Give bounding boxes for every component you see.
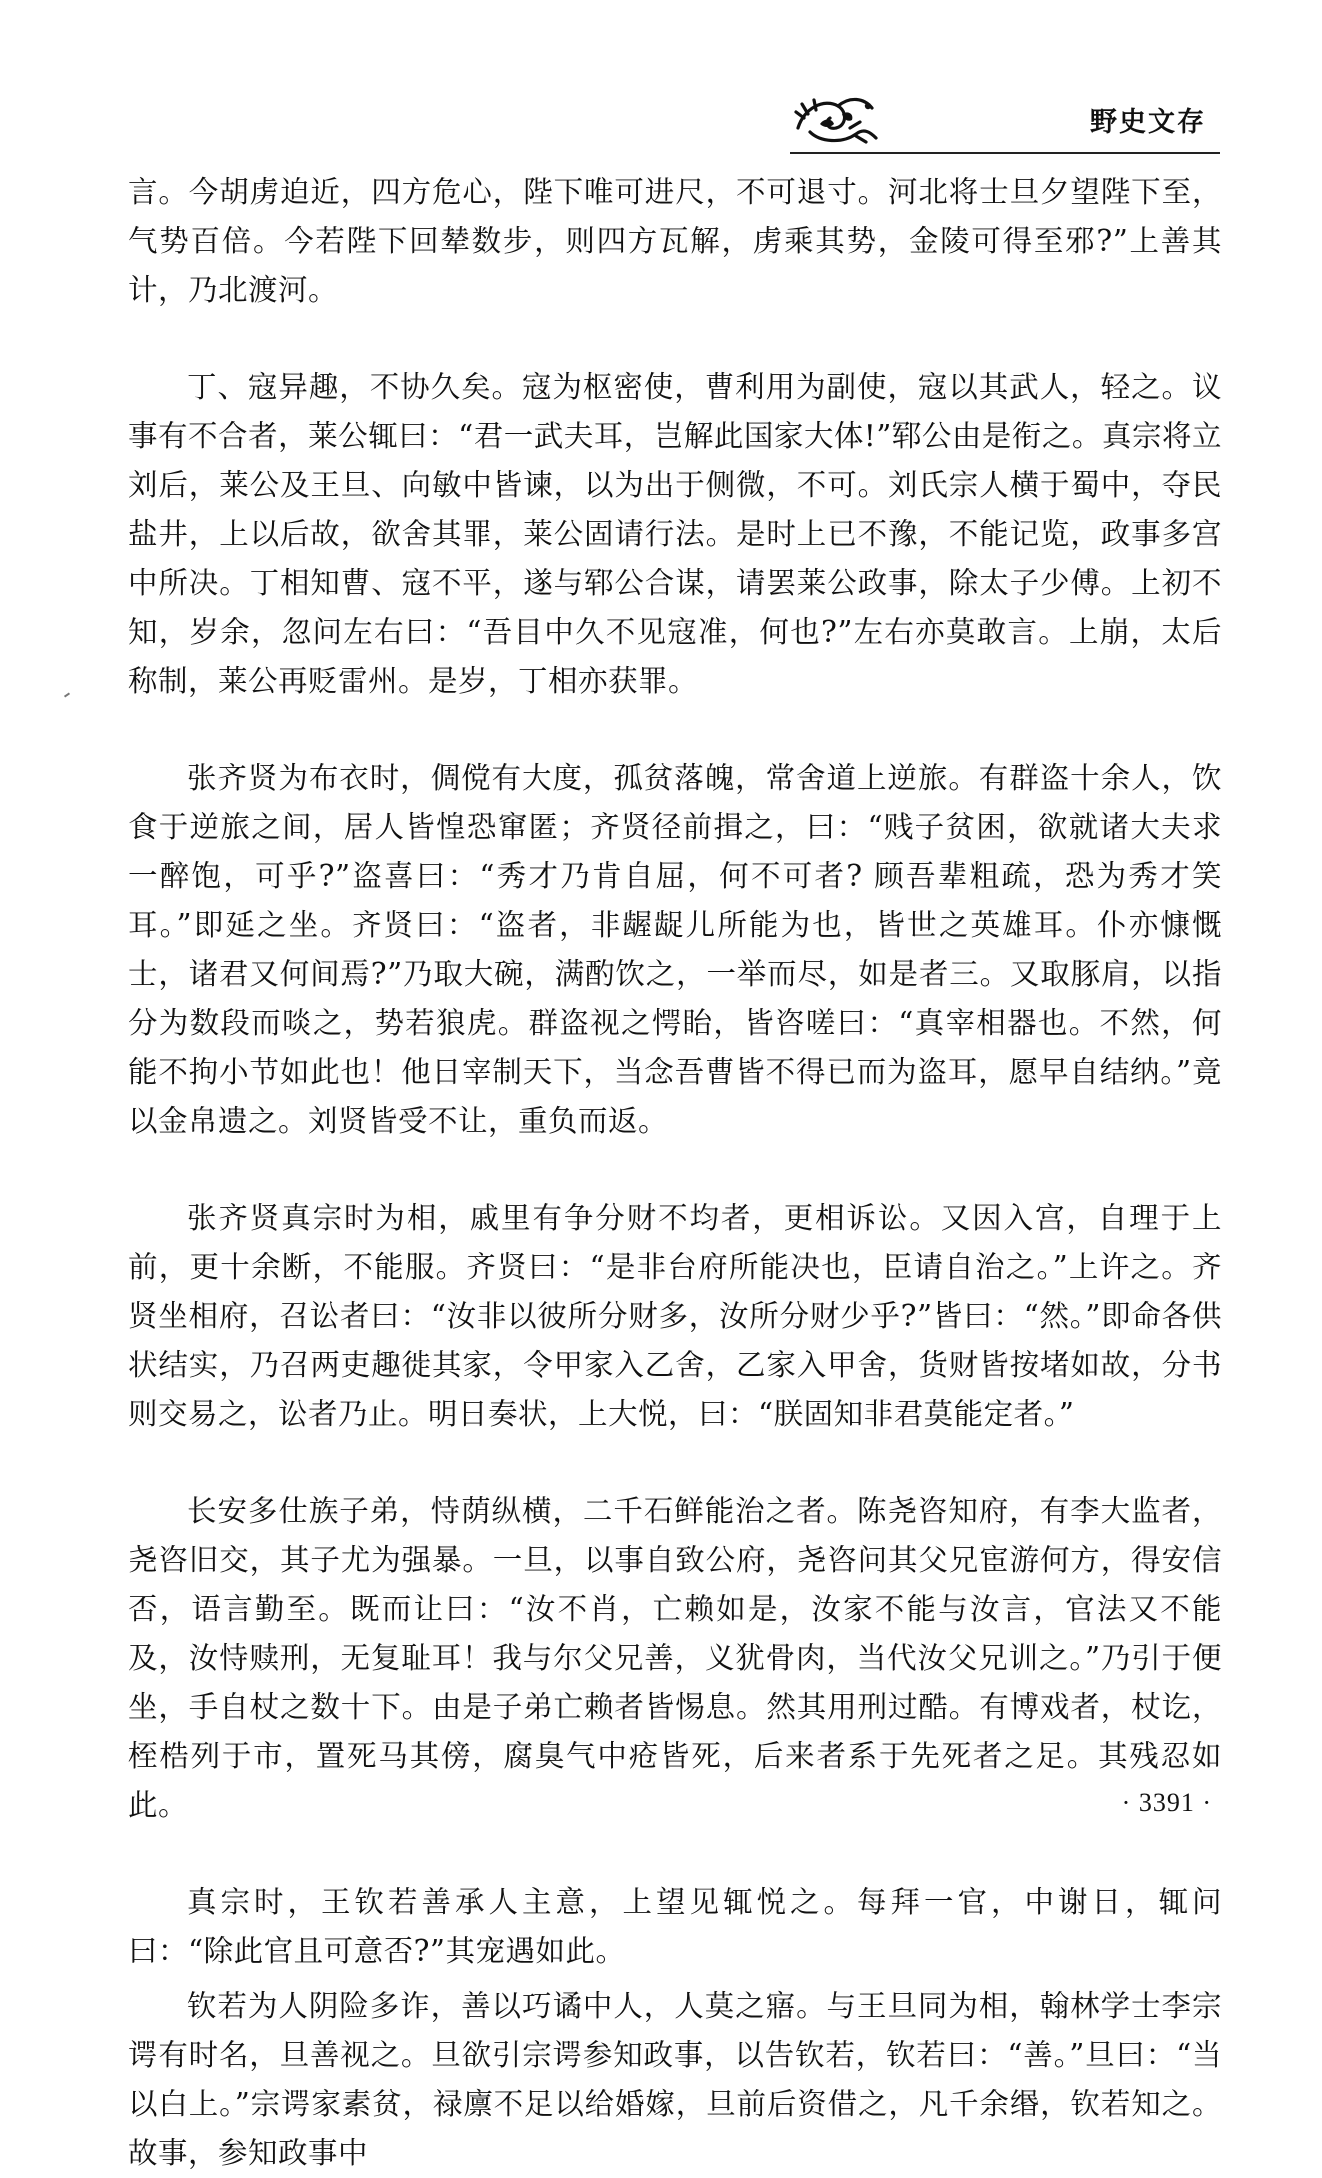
paragraph: 丁、寇异趣，不协久矣。寇为枢密使，曹利用为副使，寇以其武人，轻之。议事有不合者，莱公辄曰：“君一武夫耳，岂解此国家大体!”郓公由是衔之。真宗将立刘后，莱公及王旦、向敏中皆谏，以为出于侧微，不可。刘氏宗人横于蜀中，夺民盐井，上以后故，欲舍其罪，莱公固请行法。是时上已不豫，不能记览，政事多宫中所决。丁相知曹、寇不平，遂与郓公合谋，请罢莱公政事，除太子少傅。上初不知，岁余，忽问左右曰：“吾目中久不见寇准，何也?”左右亦莫敢言。上崩，太后称制，莱公再贬雷州。是岁，丁相亦获罪。 xyxy=(128,370,1222,698)
running-header xyxy=(790,88,1220,150)
series-title: 野史文存 xyxy=(1090,107,1206,138)
paragraph: 真宗时，王钦若善承人主意，上望见辄悦之。每拜一官，中谢日，辄问曰：“除此官且可意否?”其宠遇如此。 xyxy=(128,1885,1222,1968)
paragraph: 钦若为人阴险多诈，善以巧谲中人，人莫之寤。与王旦同为相，翰林学士李宗谔有时名，旦善视之。旦欲引宗谔参知政事，以告钦若，钦若曰：“善。”旦曰：“当以白上。”宗谔家素贫，禄廪不足以给婚嫁，旦前后资借之，凡千余缗，钦若知之。故事，参知政事中 xyxy=(128,1989,1222,2170)
page-number: · 3391 · xyxy=(1121,1788,1212,1817)
paragraph: 张齐贤为布衣时，倜傥有大度，孤贫落魄，常舍道上逆旅。有群盗十余人，饮食于逆旅之间，居人皆惶恐窜匿；齐贤径前揖之，曰：“贱子贫困，欲就诸大夫求一醉饱，可乎?”盗喜曰：“秀才乃肯自屈，何不可者? 顾吾辈粗疏，恐为秀才笑耳。”即延之坐。齐贤曰：“盗者，非龌龊儿所能为也，皆世之英雄耳。仆亦慷慨士，诸君又何间焉?”乃取大碗，满酌饮之，一举而尽，如是者三。又取豚肩，以指分为数段而啖之，势若狼虎。群盗视之愕眙，皆咨嗟曰：“真宰相器也。不然，何能不拘小节如此也！他日宰制天下，当念吾曹皆不得已而为盗耳，愿早自结纳。”竟以金帛遗之。刘贤皆受不让，重负而返。 xyxy=(128,761,1222,1138)
paragraph: 长安多仕族子弟，恃荫纵横，二千石鲜能治之者。陈尧咨知府，有李大监者，尧咨旧交，其子尤为强暴。一旦，以事自致公府，尧咨问其父兄宦游何方，得安信否，语言勤至。既而让曰：“汝不肖，亡赖如是，汝家不能与汝言，官法又不能及，汝恃赎刑，无复耻耳！我与尔父兄善，义犹骨肉，当代汝父兄训之。”乃引于便坐，手自杖之数十下。由是子弟亡赖者皆惕息。然其用刑过酷。有博戏者，杖讫，桎梏列于市，置死马其傍，腐臭气中疮皆死，后来者系于先死者之足。其残忍如此。 xyxy=(128,1494,1222,1822)
body-text xyxy=(128,168,1222,2178)
margin-mark xyxy=(64,692,70,697)
paragraph: 张齐贤真宗时为相，戚里有争分财不均者，更相诉讼。又因入宫，自理于上前，更十余断，不能服。齐贤曰：“是非台府所能决也，臣请自治之。”上许之。齐贤坐相府，召讼者曰：“汝非以彼所分财多，汝所分财少乎?”皆曰：“然。”即命各供状结实，乃召两吏趣徙其家，令甲家入乙舍，乙家入甲舍，货财皆按堵如故，分书则交易之，讼者乃止。明日奏状，上大悦，曰：“朕固知非君莫能定者。” xyxy=(128,1201,1222,1431)
paragraph: 言。今胡虏迫近，四方危心，陛下唯可进尺，不可退寸。河北将士旦夕望陛下至，气势百倍。今若陛下回辇数步，则四方瓦解，虏乘其势，金陵可得至邪?”上善其计，乃北渡河。 xyxy=(128,175,1222,307)
header-divider xyxy=(790,152,1220,154)
dragon-emblem-icon xyxy=(790,88,882,150)
